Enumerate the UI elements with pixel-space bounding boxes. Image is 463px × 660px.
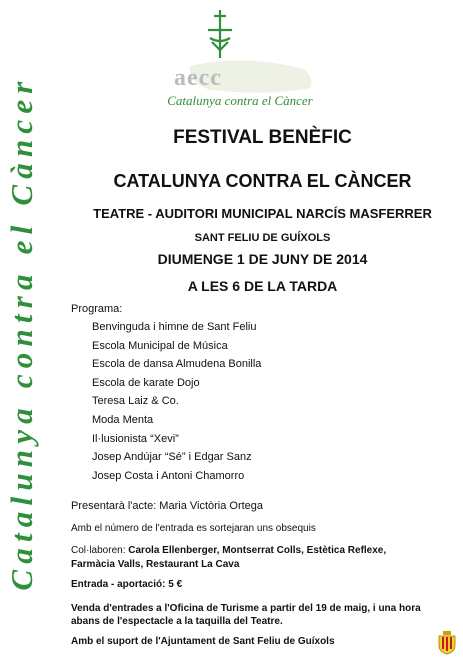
- event-time: A LES 6 DE LA TARDA: [187, 278, 338, 294]
- town: SANT FELIU DE GUÍXOLS: [194, 232, 331, 244]
- programa-list: [92, 318, 261, 485]
- list-item: Teresa Laiz & Co.: [92, 395, 179, 408]
- venue: TEATRE - AUDITORI MUNICIPAL NARCÍS MASFERRER: [93, 206, 432, 221]
- collaborators: [71, 544, 431, 572]
- list-item: Il·lusionista “Xevi”: [92, 432, 179, 445]
- list-item: Escola de dansa Almudena Bonilla: [92, 358, 262, 371]
- list-item: Benvinguda i himne de Sant Feliu: [92, 321, 257, 333]
- list-item: Moda Menta: [92, 413, 154, 426]
- presenter: Presentarà l'acte: Maria Victòria Ortega: [71, 500, 264, 512]
- list-item: Josep Costa i Antoni Chamorro: [92, 469, 245, 482]
- list-item: Escola Municipal de Música: [92, 339, 228, 352]
- raffle-note: Amb el número de l'entrada es sortejaran uns obsequis: [71, 523, 316, 534]
- title-catalunya: CATALUNYA CONTRA EL CÀNCER: [113, 171, 412, 191]
- list-item: Escola de karate Dojo: [92, 376, 200, 389]
- event-date: DIUMENGE 1 DE JUNY DE 2014: [157, 251, 368, 267]
- title-festival: FESTIVAL BENÈFIC: [173, 127, 352, 148]
- collab-label: Col·laboren:: [71, 545, 129, 556]
- collab-names: Carola Ellenberger, Montserrat Colls, Estètica Reflexe, Farmàcia Valls, Restaurant La Cava: [71, 545, 387, 570]
- crest-icon: [437, 631, 457, 655]
- ticket-sale-info: Venda d'entrades a l'Oficina de Turisme a partir del 19 de maig, i una hora abans de l'espectacle a la taquilla del Teatre.: [71, 603, 421, 627]
- logo-subtitle: Catalunya contra el Càncer: [167, 93, 313, 108]
- side-banner-text: Catalunya contra el Càncer: [4, 75, 39, 591]
- list-item: Josep Andújar “Sé” i Edgar Sanz: [92, 451, 252, 464]
- support-note: Amb el suport de l'Ajuntament de Sant Feliu de Guíxols: [71, 636, 335, 647]
- aecc-logo: [150, 6, 330, 114]
- entry-price: Entrada - aportació: 5 €: [71, 579, 183, 590]
- logo-aecc-text: aecc: [174, 65, 222, 91]
- programa-label: Programa:: [71, 303, 123, 315]
